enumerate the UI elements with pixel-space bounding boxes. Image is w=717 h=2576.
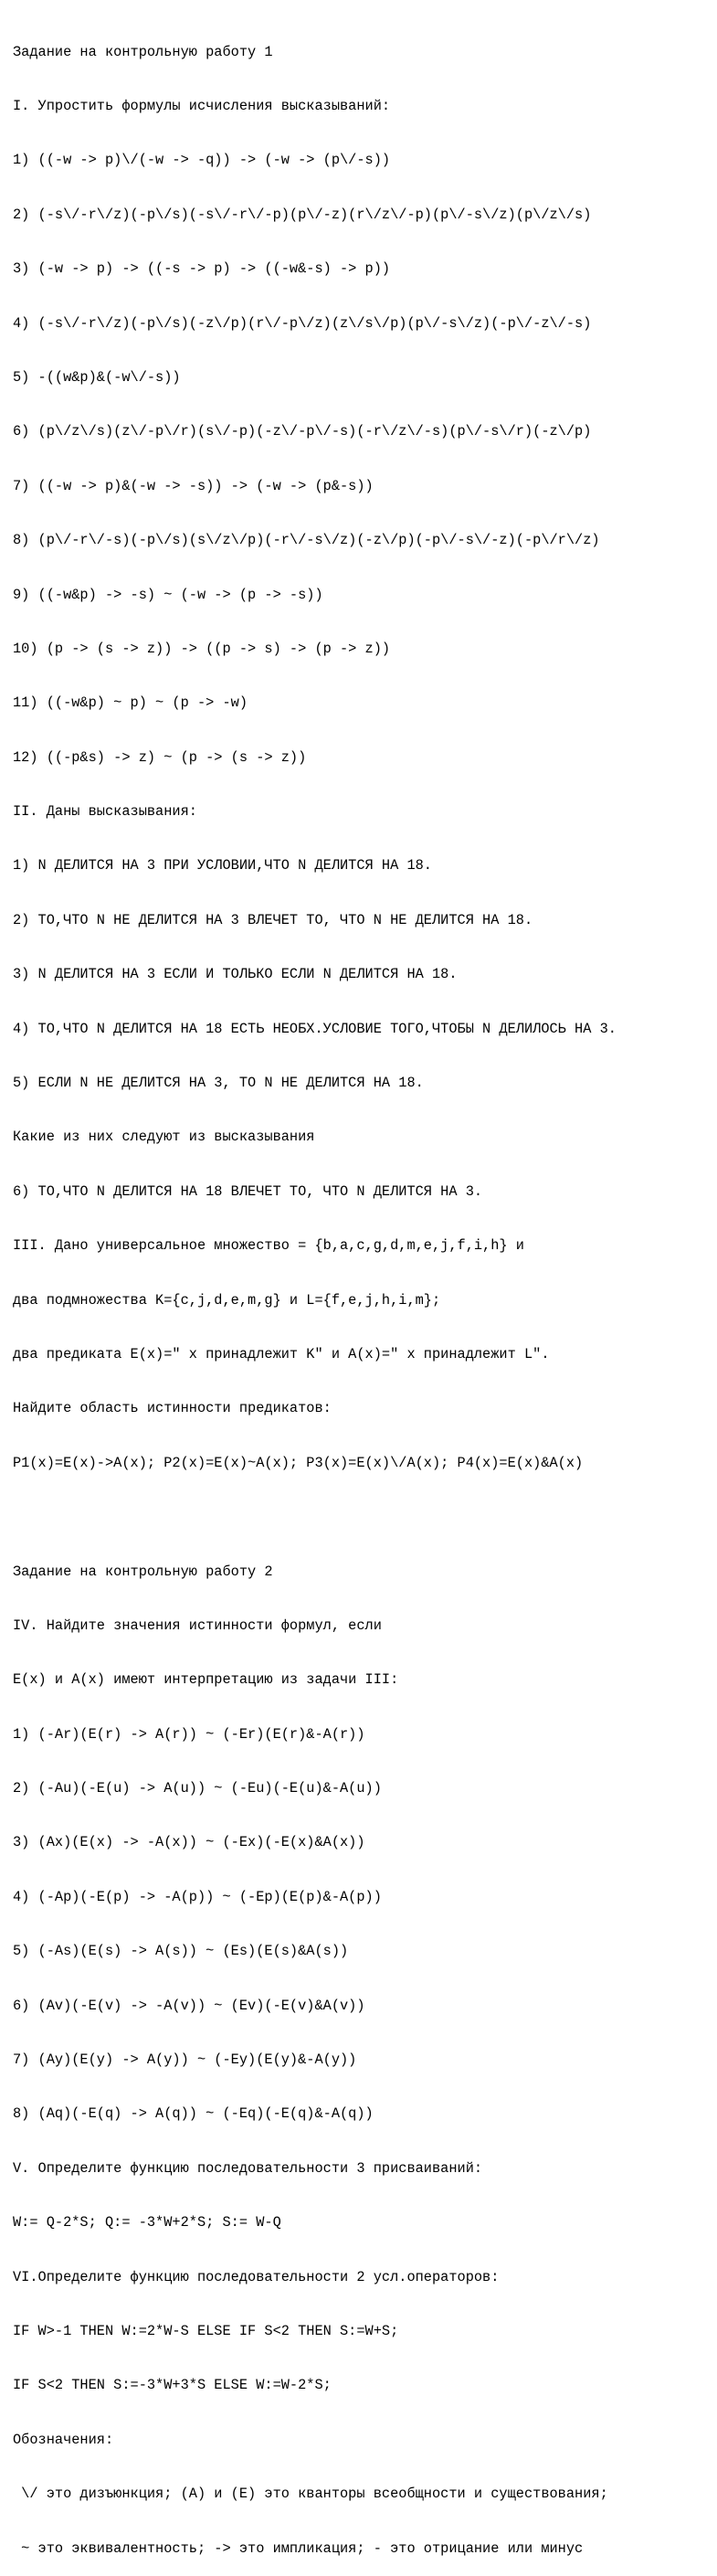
question-line: Какие из них следуют из высказывания [13, 1129, 315, 1146]
formula-line: 11) ((-w&p) ~ p) ~ (p -> -w) [13, 694, 248, 712]
blank-line [13, 1509, 714, 1527]
formula-line: 7) ((-w -> p)&(-w -> -s)) -> (-w -> (p&-s)) [13, 477, 374, 494]
formula-line: 3) (-w -> p) -> ((-s -> p) -> ((-w&-s) -> p)) [13, 260, 391, 278]
task-heading-5: V. Определите функцию последовательности 3 присваиваний: [13, 2159, 483, 2177]
formula-line: 1) ((-w -> p)\/(-w -> -q)) -> (-w -> (p\/-s)) [13, 152, 391, 169]
quantifier-formula-line: 8) (Aq)(-E(q) -> A(q)) ~ (-Eq)(-E(q)&-A(q)) [13, 2105, 374, 2123]
task-text-line: Найдите область истинности предикатов: [13, 1400, 332, 1417]
operator-line: IF W>-1 THEN W:=2*W-S ELSE IF S<2 THEN S:=W+S; [13, 2323, 399, 2339]
quantifier-formula-line: 4) (-Ap)(-E(p) -> -A(p)) ~ (-Ep)(E(p)&-A(p)) [13, 1888, 382, 1905]
section-title-1: Задание на контрольную работу 1 [13, 43, 273, 60]
statement-line: 6) ТО,ЧТО N ДЕЛИТСЯ НА 18 ВЛЕЧЕТ ТО, ЧТО N ДЕЛИТСЯ НА 3. [13, 1182, 483, 1200]
operator-line: IF S<2 THEN S:=-3*W+3*S ELSE W:=W-2*S; [13, 2377, 332, 2394]
statement-line: 5) ЕСЛИ N НЕ ДЕЛИТСЯ НА 3, ТО N НЕ ДЕЛИТСЯ НА 18. [13, 1075, 424, 1092]
formula-line: 12) ((-p&s) -> z) ~ (p -> (s -> z)) [13, 748, 307, 766]
statement-line: 4) ТО,ЧТО N ДЕЛИТСЯ НА 18 ЕСТЬ НЕОБХ.УСЛОВИЕ ТОГО,ЧТОБЫ N ДЕЛИЛОСЬ НА 3. [13, 1020, 617, 1037]
quantifier-formula-line: 6) (Av)(-E(v) -> -A(v)) ~ (Ev)(-E(v)&A(v)) [13, 1997, 365, 2014]
task-text-line: E(x) и A(x) имеют интерпретацию из задачи III: [13, 1671, 399, 1689]
task-heading-6: VI.Определите функцию последовательности 2 усл.операторов: [13, 2268, 500, 2285]
quantifier-formula-line: 7) (Ay)(E(y) -> A(y)) ~ (-Ey)(E(y)&-A(y)) [13, 2051, 357, 2069]
task-heading-3: III. Дано универсальное множество = {b,a,c,g,d,m,e,j,f,i,h} и [13, 1237, 524, 1255]
quantifier-formula-line: 5) (-As)(E(s) -> A(s)) ~ (Es)(E(s)&A(s)) [13, 1943, 349, 1960]
assignment-line: W:= Q-2*S; Q:= -3*W+2*S; S:= W-Q [13, 2214, 281, 2231]
formula-line: 5) -((w&p)&(-w\/-s)) [13, 368, 181, 386]
notation-line: ~ это эквивалентность; -> это импликация; - это отрицание или минус [13, 2539, 584, 2557]
task-text-line: два подмножества K={c,j,d,e,m,g} и L={f,e,j,h,i,m}; [13, 1291, 441, 1309]
notation-heading: Обозначения: [13, 2431, 114, 2448]
formula-line: 8) (p\/-r\/-s)(-p\/s)(s\/z\/p)(-r\/-s\/z)(-z\/p)(-p\/-s\/-z)(-p\/r\/z) [13, 532, 600, 549]
predicates-line: P1(x)=E(x)->A(x); P2(x)=E(x)~A(x); P3(x)=E(x)\/A(x); P4(x)=E(x)&A(x) [13, 1454, 584, 1471]
quantifier-formula-line: 1) (-Ar)(E(r) -> A(r)) ~ (-Er)(E(r)&-A(r)) [13, 1725, 365, 1743]
formula-line: 2) (-s\/-r\/z)(-p\/s)(-s\/-r\/-p)(p\/-z)(r\/z\/-p)(p\/-s\/z)(p\/z\/s) [13, 206, 592, 223]
task-heading-2: II. Даны высказывания: [13, 803, 197, 821]
formula-line: 10) (p -> (s -> z)) -> ((p -> s) -> (p -> z)) [13, 640, 391, 657]
task-heading-4: IV. Найдите значения истинности формул, если [13, 1617, 382, 1634]
formula-line: 9) ((-w&p) -> -s) ~ (-w -> (p -> -s)) [13, 586, 323, 603]
document-page [13, 7, 714, 2576]
quantifier-formula-line: 3) (Ax)(E(x) -> -A(x)) ~ (-Ex)(-E(x)&A(x)) [13, 1834, 365, 1851]
notation-line: \/ это дизъюнкция; (A) и (E) это кванторы всеобщности и существования; [13, 2486, 608, 2503]
task-heading-1: I. Упростить формулы исчисления высказываний: [13, 97, 391, 114]
statement-line: 2) ТО,ЧТО N НЕ ДЕЛИТСЯ НА 3 ВЛЕЧЕТ ТО, ЧТО N НЕ ДЕЛИТСЯ НА 18. [13, 911, 533, 928]
quantifier-formula-line: 2) (-Au)(-E(u) -> A(u)) ~ (-Eu)(-E(u)&-A(u)) [13, 1780, 382, 1797]
section-title-2: Задание на контрольную работу 2 [13, 1563, 273, 1580]
formula-line: 6) (p\/z\/s)(z\/-p\/r)(s\/-p)(-z\/-p\/-s)(-r\/z\/-s)(p\/-s\/r)(-z\/p) [13, 423, 592, 440]
task-text-line: два предиката E(x)=" x принадлежит K" и A(x)=" x принадлежит L". [13, 1345, 550, 1362]
statement-line: 1) N ДЕЛИТСЯ НА 3 ПРИ УСЛОВИИ,ЧТО N ДЕЛИТСЯ НА 18. [13, 857, 432, 875]
statement-line: 3) N ДЕЛИТСЯ НА 3 ЕСЛИ И ТОЛЬКО ЕСЛИ N ДЕЛИТСЯ НА 18. [13, 966, 458, 983]
formula-line: 4) (-s\/-r\/z)(-p\/s)(-z\/p)(r\/-p\/z)(z\/s\/p)(p\/-s\/z)(-p\/-z\/-s) [13, 314, 592, 332]
